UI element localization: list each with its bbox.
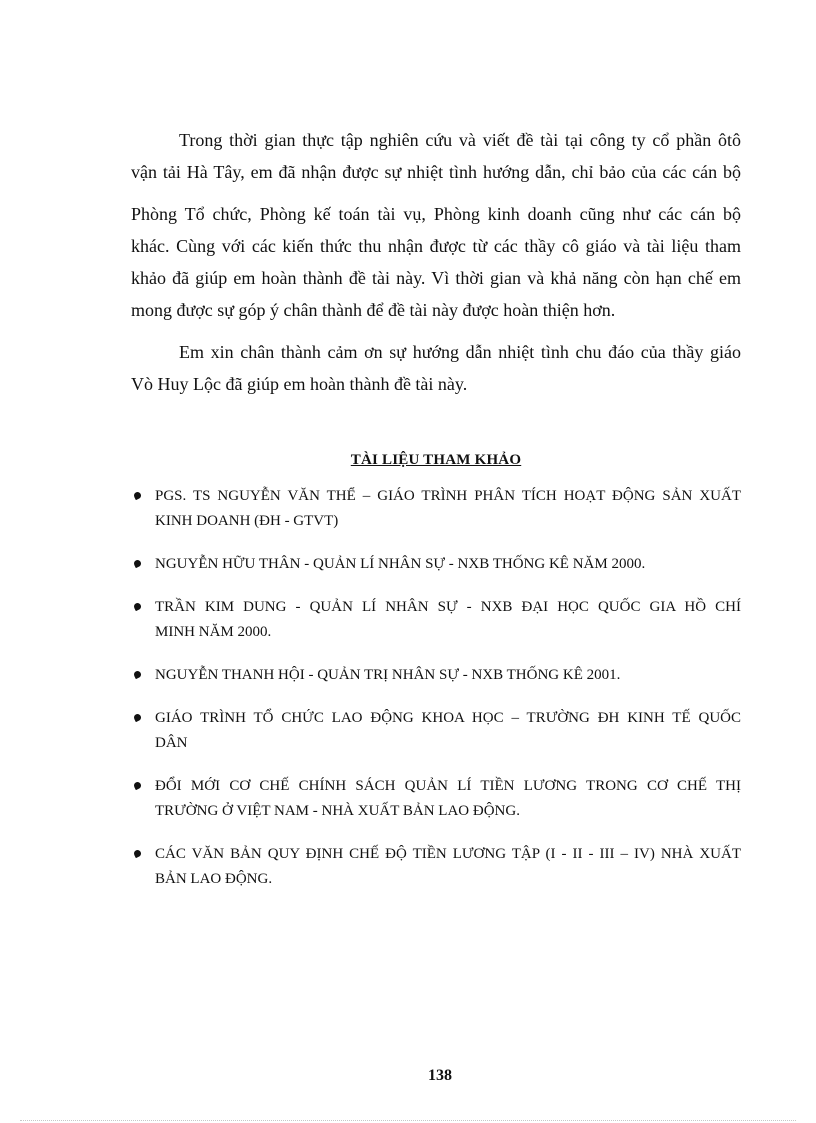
reference-text-line: MINH NĂM 2000.	[155, 624, 272, 640]
reference-text-line: DÂN	[155, 735, 188, 751]
reference-text-line: BẢN LAO ĐỘNG.	[155, 871, 273, 887]
reference-text-line: NGUYỄN THANH HỘI - QUẢN TRỊ NHÂN SỰ - NXB THỐNG KÊ 2001.	[155, 667, 621, 683]
reference-item	[131, 552, 741, 577]
bullet-icon	[133, 670, 142, 679]
text-line: Em xin chân thành cảm ơn sự hướng dẫn nhiệt tình chu đáo của thầy giáo	[179, 342, 741, 362]
text-line: khảo đã giúp em hoàn thành đề tài này. Vì thời gian và khả năng còn hạn chế em	[131, 268, 741, 288]
references-list	[131, 484, 741, 910]
reference-text-line: NGUYỄN HỮU THÂN - QUẢN LÍ NHÂN SỰ - NXB THỐNG KÊ NĂM 2000.	[155, 556, 646, 572]
reference-item	[131, 774, 741, 824]
page-bottom-divider	[20, 1120, 796, 1121]
text-line: Trong thời gian thực tập nghiên cứu và viết đề tài tại công ty cổ phần ôtô	[179, 130, 741, 150]
reference-text-line: TRƯỜNG Ở VIỆT NAM - NHÀ XUẤT BẢN LAO ĐỘNG.	[155, 803, 520, 819]
reference-item	[131, 595, 741, 645]
bullet-icon	[133, 849, 142, 858]
thanks-paragraph	[131, 336, 741, 400]
reference-text-line: CÁC VĂN BẢN QUY ĐỊNH CHẾ ĐỘ TIỀN LƯƠNG TẬP (I - II - III – IV) NHÀ XUẤT	[155, 846, 741, 862]
reference-text-line: KINH DOANH (ĐH - GTVT)	[155, 513, 339, 529]
reference-text-line: ĐỔI MỚI CƠ CHẾ CHÍNH SÁCH QUẢN LÍ TIỀN LƯƠNG TRONG CƠ CHẾ THỊ	[155, 778, 741, 794]
page-number: 138	[428, 1067, 452, 1084]
bullet-icon	[133, 559, 142, 568]
text-line: Vò Huy Lộc đã giúp em hoàn thành đề tài này.	[131, 374, 468, 394]
reference-item	[131, 706, 741, 756]
text-line: vận tải Hà Tây, em đã nhận được sự nhiệt tình hướng dẫn, chỉ bảo của các cán bộ	[131, 162, 741, 182]
reference-item	[131, 842, 741, 892]
reference-text-line: GIÁO TRÌNH TỔ CHỨC LAO ĐỘNG KHOA HỌC – TRƯỜNG ĐH KINH TẾ QUỐC	[155, 710, 741, 726]
bullet-icon	[133, 491, 142, 500]
reference-text-line: TRẦN KIM DUNG - QUẢN LÍ NHÂN SỰ - NXB ĐẠI HỌC QUỐC GIA HỒ CHÍ	[155, 599, 741, 615]
reference-item	[131, 484, 741, 534]
text-line: khác. Cùng với các kiến thức thu nhận được từ các thầy cô giáo và tài liệu tham	[131, 236, 741, 256]
bullet-icon	[133, 781, 142, 790]
reference-item	[131, 663, 741, 688]
bullet-icon	[133, 602, 142, 611]
reference-text-line: PGS. TS NGUYỄN VĂN THỂ – GIÁO TRÌNH PHÂN TÍCH HOẠT ĐỘNG SẢN XUẤT	[155, 488, 741, 504]
acknowledgement-paragraph	[131, 124, 741, 326]
text-line: mong được sự góp ý chân thành để đề tài này được hoàn thiện hơn.	[131, 300, 616, 320]
references-heading: TÀI LIỆU THAM KHẢO	[350, 452, 522, 468]
text-line: Phòng Tổ chức, Phòng kế toán tài vụ, Phòng kinh doanh cũng như các cán bộ	[131, 204, 741, 224]
bullet-icon	[133, 713, 142, 722]
